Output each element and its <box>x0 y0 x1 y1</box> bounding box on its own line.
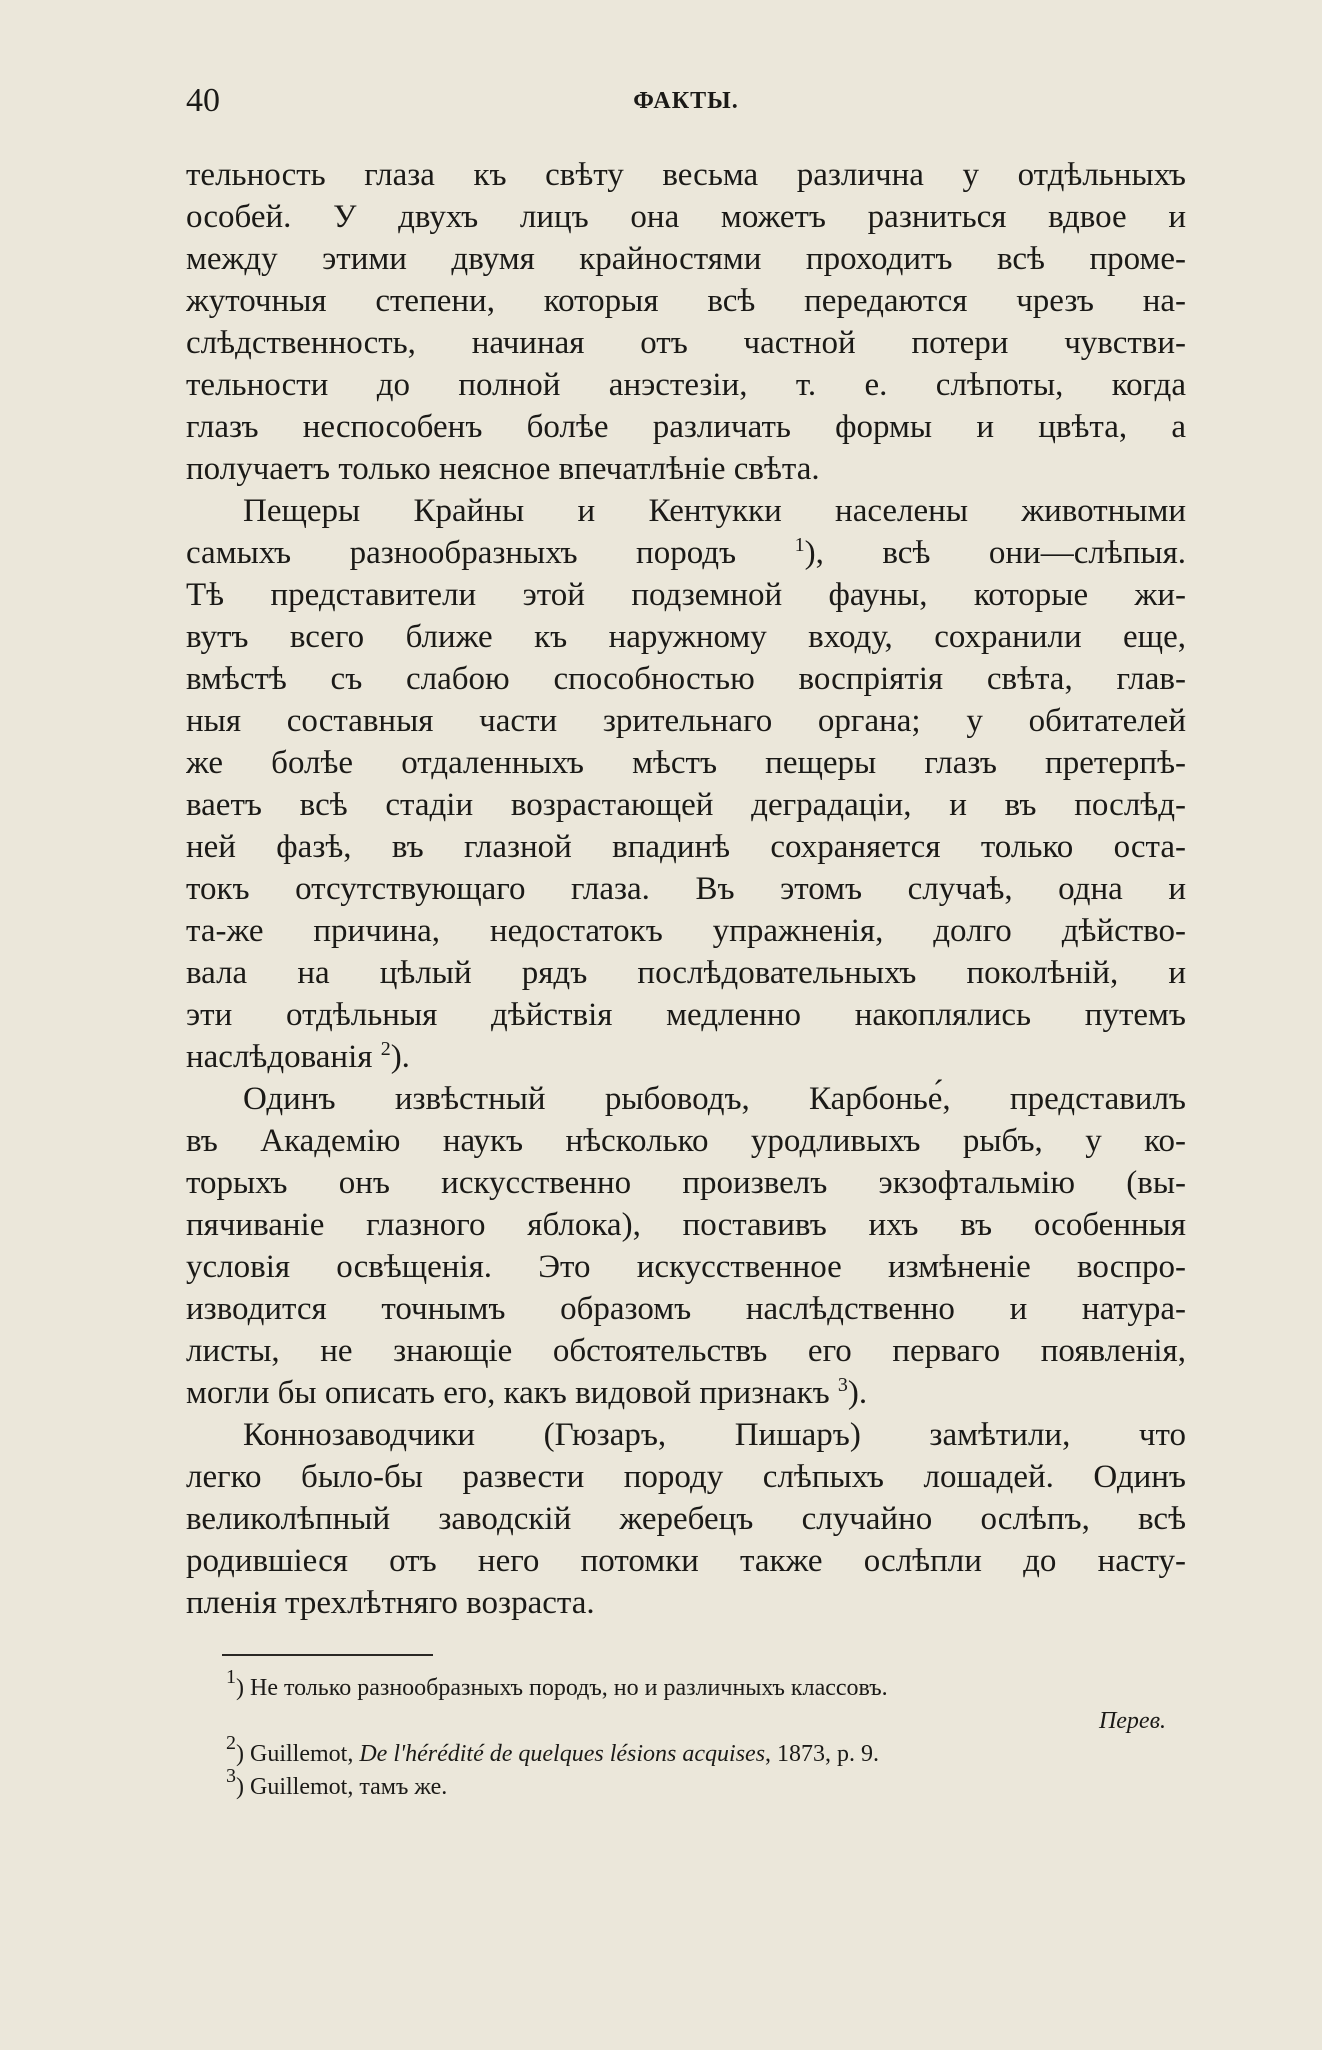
text-line: торыхъ онъ искусственно произвелъ экзофтальмію (вы- <box>186 1165 1186 1201</box>
text-line: тельность глаза къ свѣту весьма различна у отдѣльныхъ <box>186 157 1186 193</box>
text-line: вутъ всего ближе къ наружному входу, сохранили еще, <box>186 619 1186 655</box>
text-line: ней фазѣ, въ глазной впадинѣ сохраняется только оста- <box>186 829 1186 865</box>
text-line: вмѣстѣ съ слабою способностью воспріятія свѣта, глав- <box>186 661 1186 697</box>
text-line: легко было-бы развести породу слѣпыхъ лошадей. Одинъ <box>186 1459 1186 1495</box>
footnote-3 <box>226 1765 1186 1804</box>
footnote-divider <box>222 1654 433 1656</box>
text-line: вала на цѣлый рядъ послѣдовательныхъ поколѣній, и <box>186 955 1186 991</box>
footnote-citation: , 1873, p. 9. <box>765 1741 880 1767</box>
footnote-ref: 3 <box>837 1374 848 1396</box>
text-line: пленія трехлѣтняго возраста. <box>186 1585 595 1621</box>
body-text <box>186 154 1186 1624</box>
text-line: изводится точнымъ образомъ наслѣдственно и натура- <box>186 1291 1186 1327</box>
text-segment: наслѣдованія <box>186 1039 373 1075</box>
text-line: пячиваніе глазного яблока), поставивъ ихъ въ особенныя <box>186 1207 1186 1243</box>
footnote-1 <box>226 1666 1186 1705</box>
text-line: ваетъ всѣ стадіи возрастающей деградаціи, и въ послѣд- <box>186 787 1186 823</box>
footnote-mark: 3 <box>226 1765 236 1787</box>
text-line: эти отдѣльныя дѣйствія медленно накоплялись путемъ <box>186 997 1186 1033</box>
text-line: Тѣ представители этой подземной фауны, которые жи- <box>186 577 1186 613</box>
text-line: условія освѣщенія. Это искусственное измѣненіе воспро- <box>186 1249 1186 1285</box>
footnote-ref: 1 <box>794 534 805 556</box>
text-line-with-note <box>186 532 1186 574</box>
text-line-with-note <box>186 1036 1186 1078</box>
text-line: получаетъ только неясное впечатлѣніе свѣта. <box>186 451 820 487</box>
text-line: ныя составныя части зрительнаго органа; у обитателей <box>186 703 1186 739</box>
text-line: та-же причина, недостатокъ упражненія, долго дѣйство- <box>186 913 1186 949</box>
text-segment: могли бы описать его, какъ видовой признакъ <box>186 1375 830 1411</box>
text-line: родившіеся отъ него потомки также ослѣпли до насту- <box>186 1543 1186 1579</box>
text-line: листы, не знающіе обстоятельствъ его перваго появленія, <box>186 1333 1186 1369</box>
text-segment: ), всѣ они—слѣпыя. <box>804 535 1186 571</box>
footnote-text: ) Guillemot, тамъ же. <box>236 1774 448 1800</box>
text-line: великолѣпный заводскій жеребецъ случайно ослѣпъ, всѣ <box>186 1501 1186 1537</box>
text-line: Коннозаводчики (Гюзаръ, Пишаръ) замѣтили, что <box>243 1417 1186 1453</box>
footnote-2 <box>226 1732 1186 1771</box>
page-header <box>186 82 1186 122</box>
footnote-mark: 2 <box>226 1732 236 1754</box>
footnote-ref: 2 <box>380 1038 391 1060</box>
text-segment: ). <box>847 1375 868 1411</box>
text-line: между этими двумя крайностями проходитъ всѣ проме- <box>186 241 1186 277</box>
text-line: Пещеры Крайны и Кентукки населены животными <box>243 493 1186 529</box>
footnotes <box>226 1666 1186 1804</box>
text-line: слѣдственность, начиная отъ частной потери чувстви- <box>186 325 1186 361</box>
page-number: 40 <box>186 82 220 119</box>
running-head: ФАКТЫ. <box>633 88 739 114</box>
footnote-1-signature <box>226 1705 1186 1738</box>
text-segment: ). <box>390 1039 410 1075</box>
text-line: особей. У двухъ лицъ она можетъ разниться вдвое и <box>186 199 1186 235</box>
text-line-with-note <box>186 1372 1186 1414</box>
footnote-title: De l'hérédité de quelques lésions acquises <box>359 1741 766 1767</box>
text-line: тельности до полной анэстезіи, т. е. слѣпоты, когда <box>186 367 1186 403</box>
footnote-mark: 1 <box>226 1666 236 1688</box>
footnote-author: ) Guillemot, <box>236 1741 360 1767</box>
text-line: Одинъ извѣстный рыбоводъ, Карбонье́, представилъ <box>243 1081 1186 1117</box>
text-line: жуточныя степени, которыя всѣ передаются чрезъ на- <box>186 283 1186 319</box>
footnote-text: ) Не только разнообразныхъ породъ, но и различныхъ классовъ. <box>236 1675 888 1701</box>
text-line: токъ отсутствующаго глаза. Въ этомъ случаѣ, одна и <box>186 871 1186 907</box>
translator-signature: Перев. <box>1098 1708 1166 1734</box>
text-line: въ Академію наукъ нѣсколько уродливыхъ рыбъ, у ко- <box>186 1123 1186 1159</box>
text-line: глазъ неспособенъ болѣе различать формы и цвѣта, а <box>186 409 1186 445</box>
text-line: же болѣе отдаленныхъ мѣстъ пещеры глазъ претерпѣ- <box>186 745 1186 781</box>
text-segment: самыхъ разнообразныхъ породъ <box>186 535 737 571</box>
